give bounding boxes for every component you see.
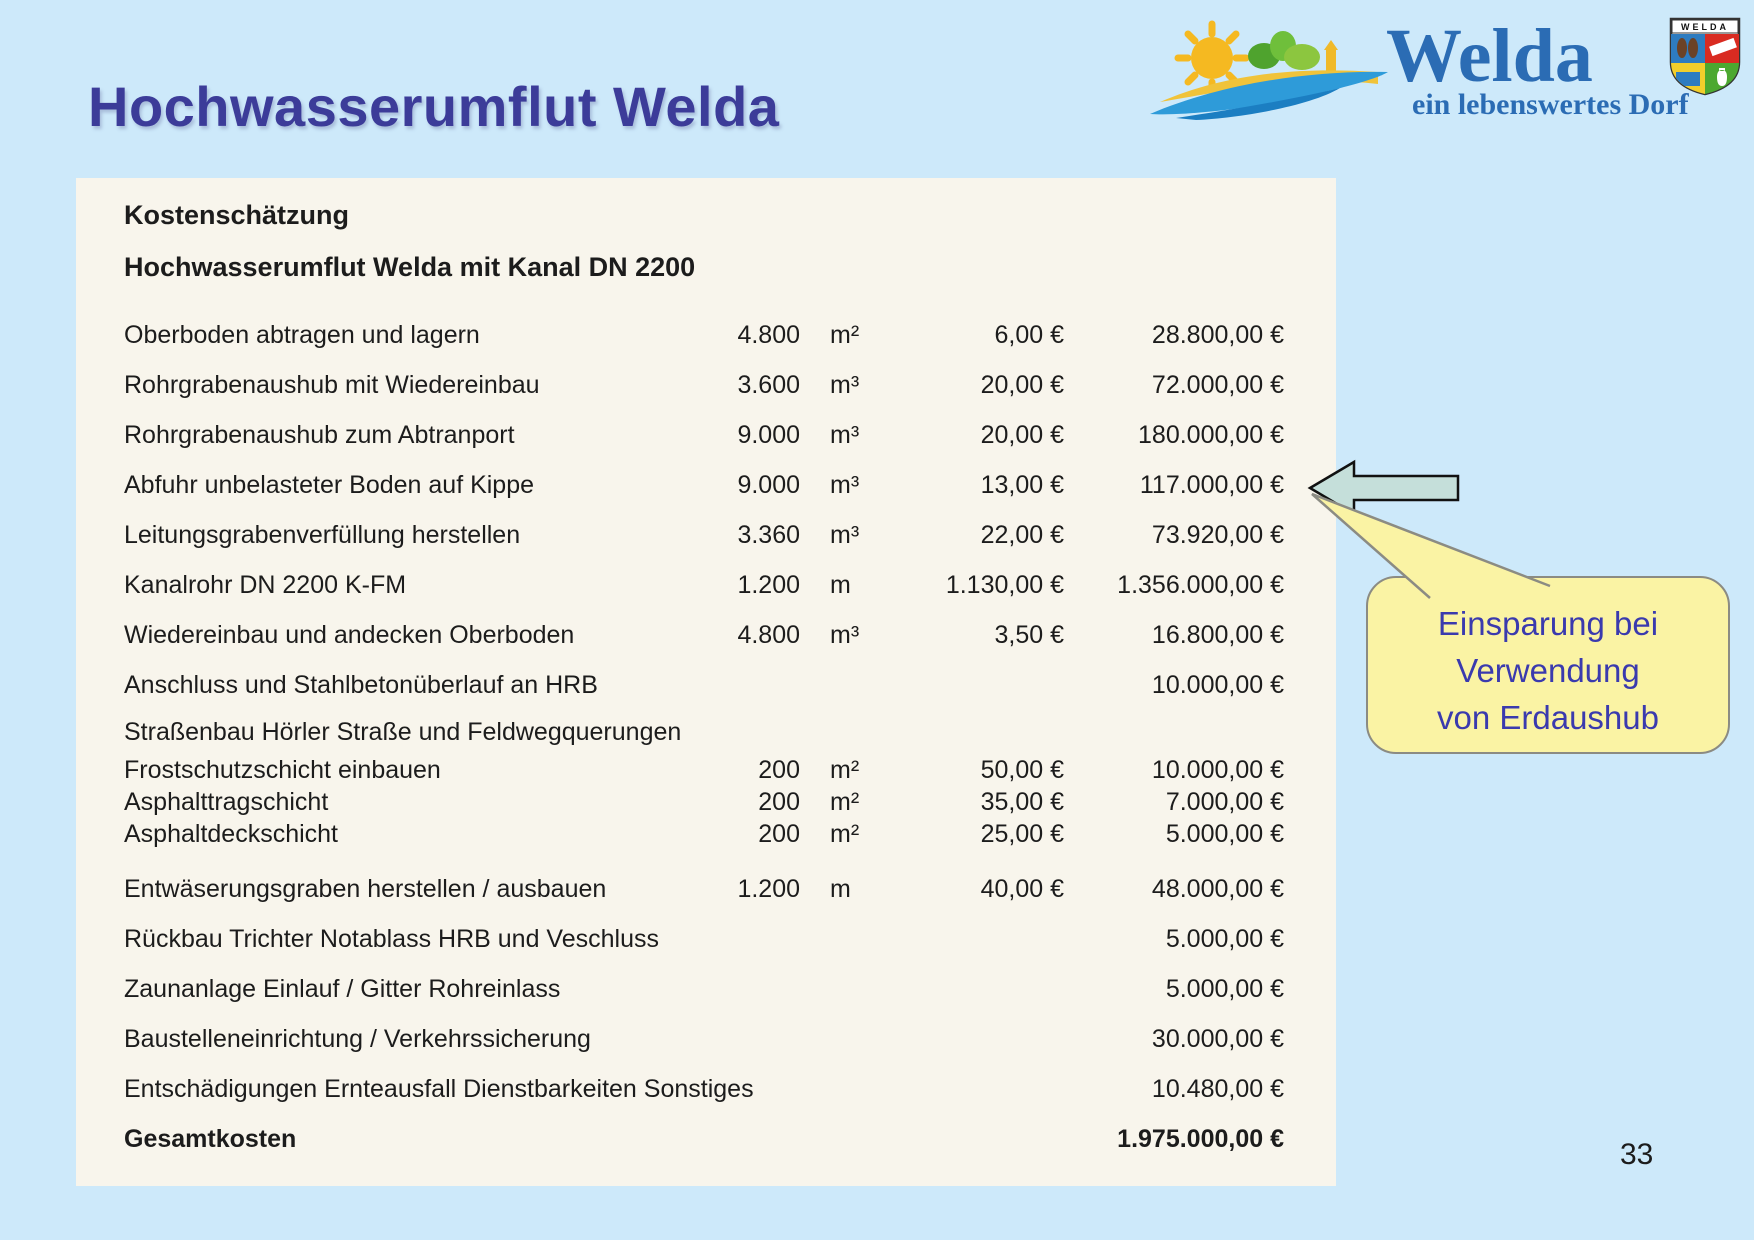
- row-description: Baustelleneinrichtung / Verkehrssicherung: [124, 1024, 591, 1053]
- row-quantity: 3.360: [737, 520, 800, 549]
- callout-text-line: von Erdaushub: [1437, 699, 1659, 736]
- row-description: Straßenbau Hörler Straße und Feldwegquerungen: [124, 717, 682, 746]
- row-unit: m³: [830, 370, 860, 399]
- row-quantity: 200: [758, 755, 800, 784]
- page-number: 33: [1620, 1138, 1654, 1171]
- row-quantity: 9.000: [737, 470, 800, 499]
- row-unit: m²: [830, 755, 860, 784]
- table-row: [124, 510, 1284, 560]
- cost-table: [124, 310, 1284, 1164]
- row-total: 117.000,00 €: [1139, 470, 1284, 499]
- row-total: 1.356.000,00 €: [1117, 570, 1284, 599]
- row-unit-price: 35,00 €: [980, 787, 1064, 816]
- row-unit-price: 6,00 €: [994, 320, 1064, 349]
- row-unit: m²: [830, 787, 860, 816]
- row-total: 72.000,00 €: [1151, 370, 1284, 399]
- row-total: 180.000,00 €: [1138, 420, 1284, 449]
- row-total: 30.000,00 €: [1151, 1024, 1284, 1053]
- row-total: 1.975.000,00 €: [1117, 1124, 1284, 1153]
- callout-text-line: Einsparung bei: [1437, 605, 1659, 642]
- row-description: Oberboden abtragen und lagern: [124, 320, 480, 349]
- table-row: [124, 818, 1284, 850]
- table-row: [124, 660, 1284, 710]
- row-total: 48.000,00 €: [1151, 874, 1284, 903]
- row-unit: m: [830, 570, 851, 599]
- table-row: [124, 410, 1284, 460]
- welda-logo-tagline: ein lebenswertes Dorf: [1412, 88, 1689, 121]
- row-unit: m: [830, 874, 851, 903]
- cost-heading: Kostenschätzung: [124, 200, 350, 230]
- table-row: [124, 610, 1284, 660]
- row-total: 5.000,00 €: [1165, 819, 1284, 848]
- row-unit: m³: [830, 620, 860, 649]
- row-total: 10.000,00 €: [1151, 670, 1284, 699]
- row-quantity: 1.200: [737, 570, 800, 599]
- row-description: Rohrgrabenaushub mit Wiedereinbau: [124, 370, 540, 399]
- row-description: Entwäserungsgraben herstellen / ausbauen: [124, 874, 607, 903]
- row-description: Asphalttragschicht: [124, 787, 329, 816]
- row-quantity: 200: [758, 787, 800, 816]
- welda-crest-icon: [1666, 14, 1744, 98]
- row-description: Abfuhr unbelasteter Boden auf Kippe: [124, 470, 535, 499]
- row-description: Leitungsgrabenverfüllung herstellen: [124, 520, 521, 549]
- callout-tail-icon: [1300, 480, 1560, 610]
- row-total: 16.800,00 €: [1151, 620, 1284, 649]
- row-quantity: 9.000: [737, 420, 800, 449]
- row-description: Wiedereinbau und andecken Oberboden: [124, 620, 575, 649]
- welda-landscape-logo-icon: [1140, 14, 1400, 124]
- row-total: 5.000,00 €: [1165, 924, 1284, 953]
- row-unit-price: 20,00 €: [980, 370, 1064, 399]
- row-description: Rohrgrabenaushub zum Abtranport: [124, 420, 515, 449]
- row-unit-price: 25,00 €: [980, 819, 1064, 848]
- welda-logo-wordmark: Welda: [1386, 14, 1593, 98]
- row-quantity: 200: [758, 819, 800, 848]
- table-row: [124, 1064, 1284, 1114]
- table-row: [124, 460, 1284, 510]
- row-description: Gesamtkosten: [124, 1124, 297, 1153]
- callout-text-line: Verwendung: [1456, 652, 1640, 689]
- row-description: Frostschutzschicht einbauen: [124, 755, 441, 784]
- table-row: [124, 710, 1284, 754]
- table-row: [124, 786, 1284, 818]
- row-total: 5.000,00 €: [1165, 974, 1284, 1003]
- row-unit-price: 40,00 €: [980, 874, 1064, 903]
- row-quantity: 4.800: [737, 620, 800, 649]
- row-unit: m³: [830, 520, 860, 549]
- row-unit-price: 13,00 €: [980, 470, 1064, 499]
- cost-subheading: Hochwasserumflut Welda mit Kanal DN 2200: [124, 252, 696, 282]
- row-total: 73.920,00 €: [1151, 520, 1284, 549]
- table-row: [124, 360, 1284, 410]
- table-row: [124, 914, 1284, 964]
- table-row: [124, 864, 1284, 914]
- cost-panel: [76, 178, 1336, 1186]
- table-row: [124, 1114, 1284, 1164]
- row-unit: m²: [830, 320, 860, 349]
- table-row: [124, 560, 1284, 610]
- row-unit: m²: [830, 819, 860, 848]
- crest-label: WELDA: [1681, 22, 1729, 32]
- row-description: Anschluss und Stahlbetonüberlauf an HRB: [124, 670, 598, 699]
- table-row: [124, 310, 1284, 360]
- row-unit-price: 50,00 €: [980, 755, 1064, 784]
- table-row: [124, 1014, 1284, 1064]
- row-unit: m³: [830, 420, 860, 449]
- page-title: Hochwasserumflut Welda: [88, 75, 780, 138]
- row-quantity: 4.800: [737, 320, 800, 349]
- row-quantity: 3.600: [737, 370, 800, 399]
- row-unit-price: 22,00 €: [980, 520, 1064, 549]
- row-quantity: 1.200: [737, 874, 800, 903]
- row-unit-price: 20,00 €: [980, 420, 1064, 449]
- row-description: Rückbau Trichter Notablass HRB und Veschluss: [124, 924, 659, 953]
- row-unit: m³: [830, 470, 860, 499]
- table-row: [124, 754, 1284, 786]
- row-description: Entschädigungen Ernteausfall Dienstbarkeiten Sonstiges: [124, 1074, 754, 1103]
- row-total: 28.800,00 €: [1151, 320, 1284, 349]
- row-total: 7.000,00 €: [1165, 787, 1284, 816]
- table-row: [124, 964, 1284, 1014]
- row-description: Kanalrohr DN 2200 K-FM: [124, 570, 407, 599]
- row-description: Asphaltdeckschicht: [124, 819, 339, 848]
- row-total: 10.480,00 €: [1151, 1074, 1284, 1103]
- row-description: Zaunanlage Einlauf / Gitter Rohreinlass: [124, 974, 561, 1003]
- row-total: 10.000,00 €: [1151, 755, 1284, 784]
- row-unit-price: 1.130,00 €: [945, 570, 1064, 599]
- row-unit-price: 3,50 €: [994, 620, 1064, 649]
